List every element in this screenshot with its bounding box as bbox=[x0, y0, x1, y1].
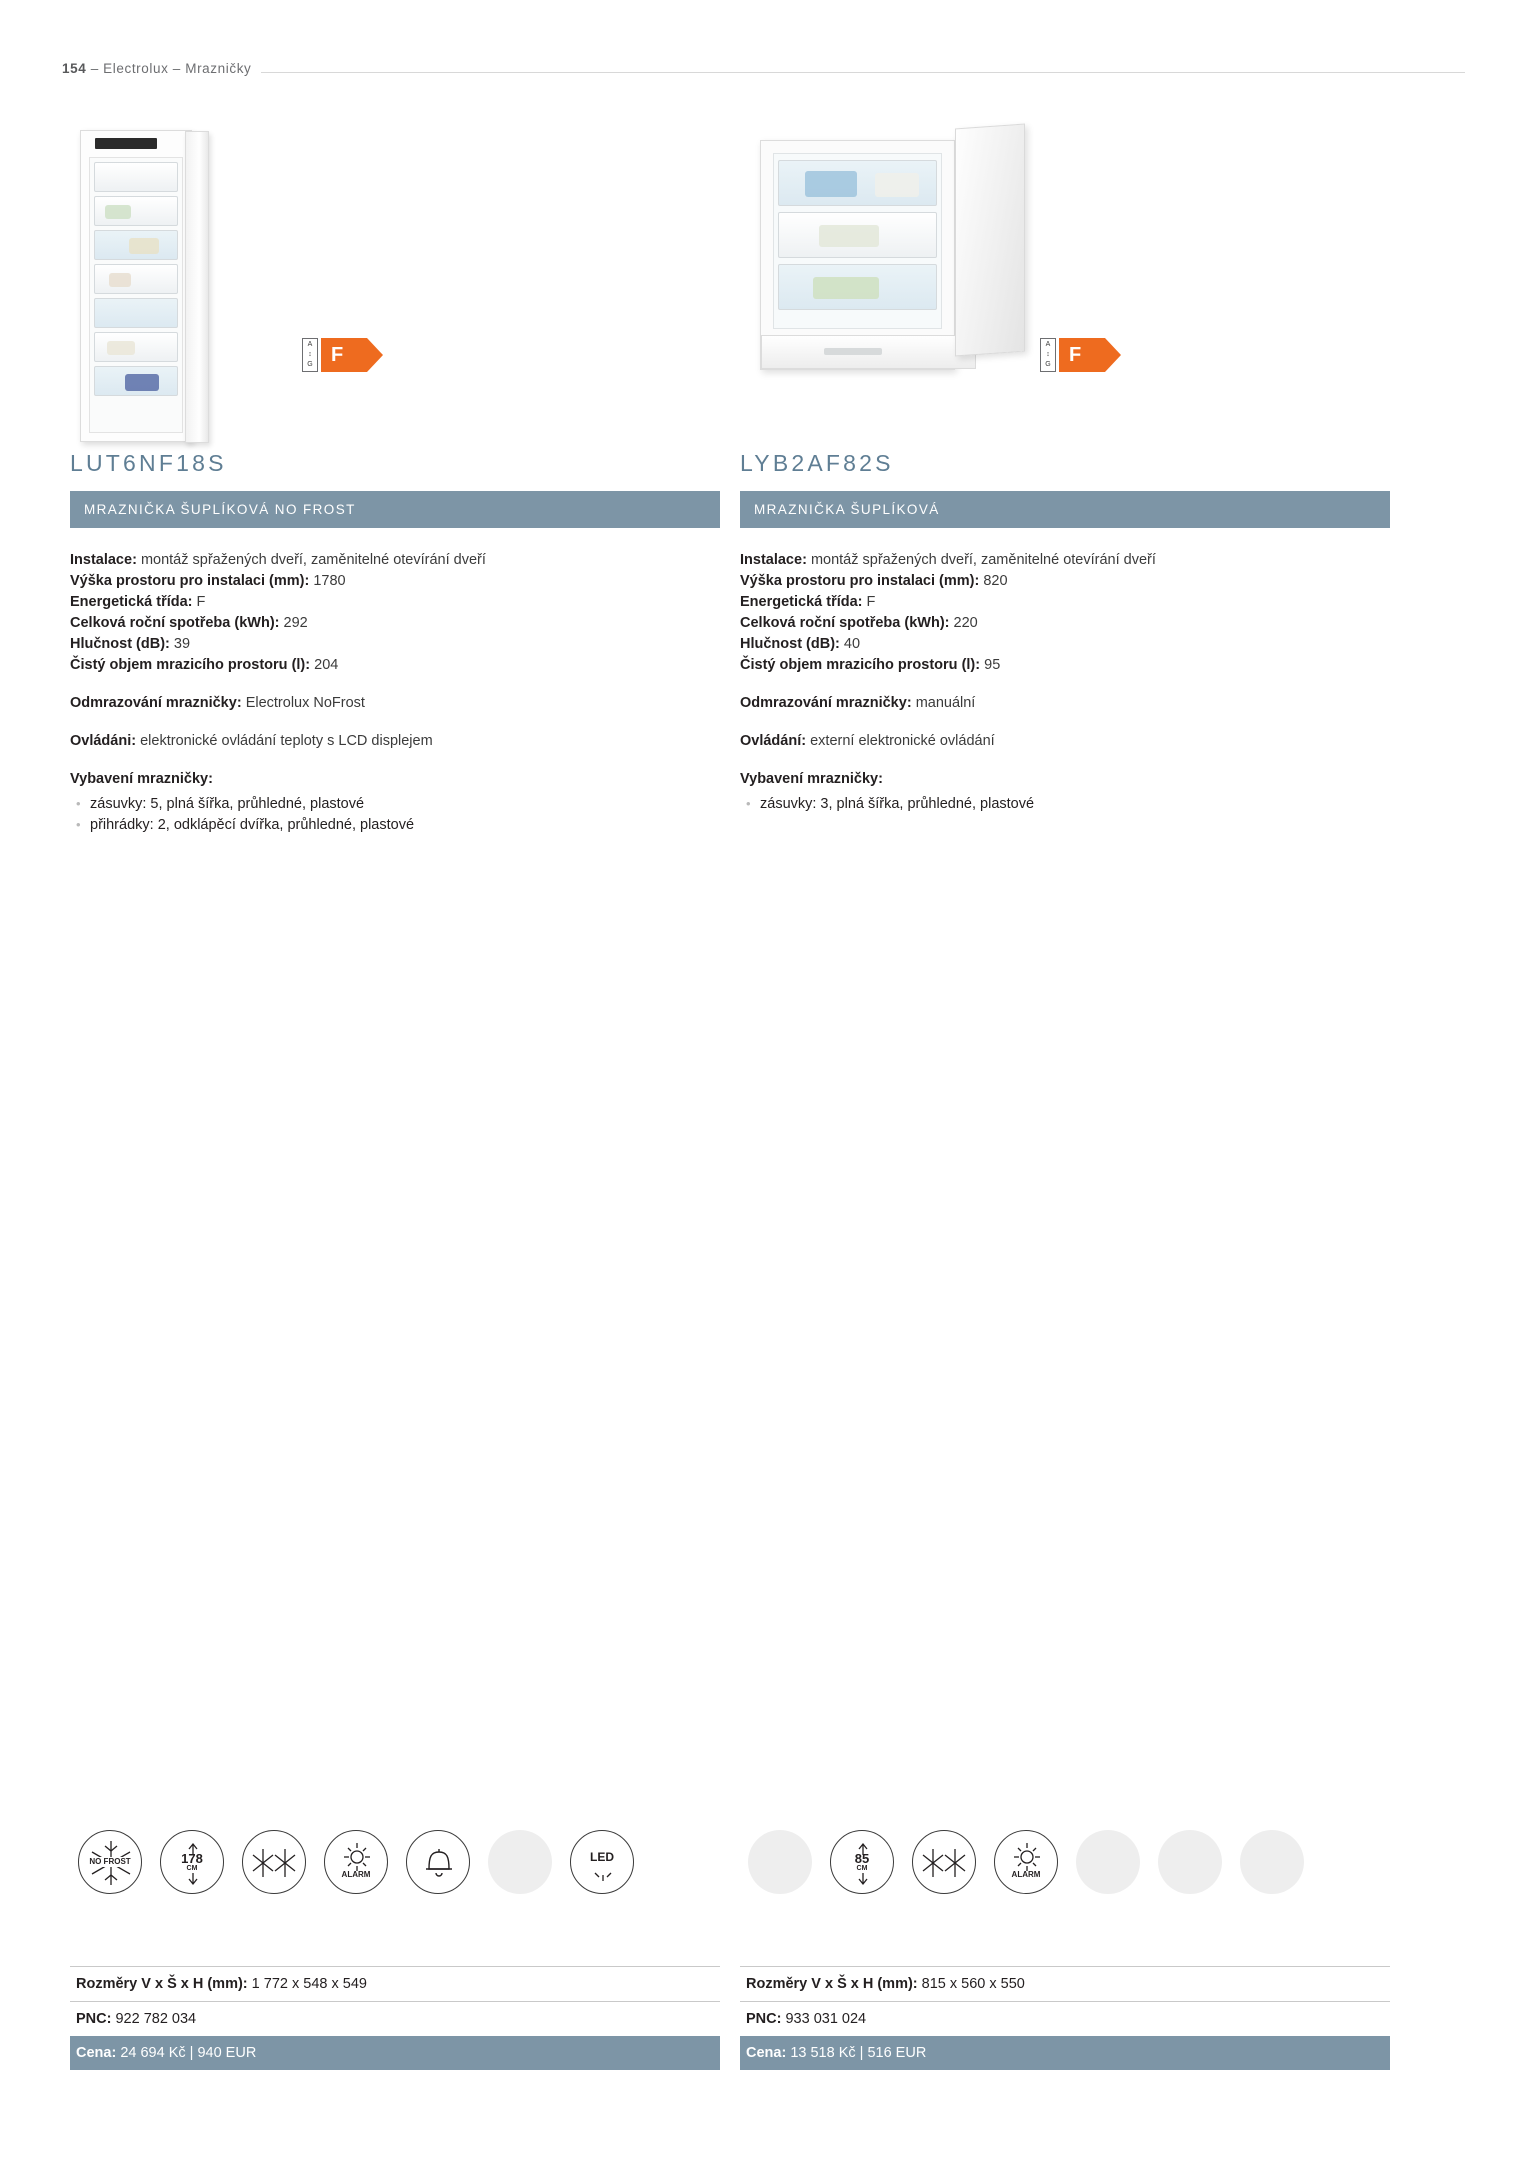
spec-value: montáž spřažených dveří, zaměnitelné otevírání dveří bbox=[140, 552, 486, 568]
category-bar: MRAZNIČKA ŠUPLÍKOVÁ NO FROST bbox=[70, 491, 720, 528]
control-value: externí elektronické ovládání bbox=[810, 733, 995, 749]
equipment-title-label: Vybavení mrazničky: bbox=[70, 771, 213, 787]
dimensions-row bbox=[740, 1966, 1390, 2001]
freezer-cavity bbox=[773, 153, 942, 329]
energy-class-arrow: F bbox=[321, 338, 367, 372]
spec-value: 39 bbox=[173, 636, 191, 652]
spec-row bbox=[740, 550, 1390, 571]
spec-label: Čistý objem mrazicího prostoru (l): bbox=[70, 657, 311, 673]
spec-label: Výška prostoru pro instalaci (mm): bbox=[70, 573, 310, 589]
no-frost-icon bbox=[78, 1830, 142, 1894]
open-door-graphic bbox=[955, 124, 1025, 357]
drawer-graphic bbox=[778, 212, 937, 258]
dimensions-label: Rozměry V x Š x H (mm): bbox=[746, 1976, 918, 1992]
height-85cm-icon bbox=[830, 1830, 894, 1894]
acoustic-alarm-icon bbox=[406, 1830, 470, 1894]
energy-scale-icon bbox=[1040, 338, 1056, 372]
food-graphic bbox=[813, 277, 879, 299]
drawer-graphic bbox=[94, 298, 178, 328]
spec-label: Hlučnost (dB): bbox=[740, 636, 840, 652]
pnc-value: 922 782 034 bbox=[115, 2011, 197, 2027]
food-graphic bbox=[109, 273, 131, 287]
summary-table-left bbox=[70, 1966, 720, 2070]
dimensions-label: Rozměry V x Š x H (mm): bbox=[76, 1976, 248, 1992]
blank-icon bbox=[1158, 1830, 1222, 1894]
defrost-value: manuální bbox=[915, 695, 976, 711]
drawer-graphic bbox=[94, 264, 178, 294]
spec-block bbox=[70, 550, 720, 836]
spec-value: F bbox=[196, 594, 206, 610]
spec-row bbox=[740, 592, 1390, 613]
control-label: Ovládáni: bbox=[70, 733, 137, 749]
spec-row bbox=[740, 571, 1390, 592]
energy-label-badge bbox=[1040, 338, 1105, 372]
energy-class-arrow: F bbox=[1059, 338, 1105, 372]
defrost-label: Odmrazování mrazničky: bbox=[70, 695, 242, 711]
defrost-row bbox=[70, 693, 720, 714]
equipment-list bbox=[70, 794, 720, 836]
spec-value: 95 bbox=[984, 657, 1001, 673]
spec-row bbox=[740, 634, 1390, 655]
fast-freeze-icon bbox=[912, 1830, 976, 1894]
pnc-label: PNC: bbox=[76, 2011, 112, 2027]
alarm-label: ALARM bbox=[341, 1870, 371, 1879]
food-graphic bbox=[875, 173, 919, 197]
drawer-graphic bbox=[94, 366, 178, 396]
spec-block bbox=[740, 550, 1390, 815]
category-bar: MRAZNIČKA ŠUPLÍKOVÁ bbox=[740, 491, 1390, 528]
control-row bbox=[70, 731, 720, 752]
dimensions-row bbox=[70, 1966, 720, 2001]
product-column-right bbox=[740, 110, 1390, 815]
control-strip-graphic bbox=[824, 348, 882, 355]
page-title: LYB2AF82S bbox=[740, 450, 894, 476]
price-value: 13 518 Kč | 516 EUR bbox=[790, 2045, 927, 2061]
equipment-title-label: Vybavení mrazničky: bbox=[740, 771, 883, 787]
dimensions-value: 1 772 x 548 x 549 bbox=[251, 1976, 367, 1992]
drawer-graphic bbox=[778, 160, 937, 206]
height-unit: CM bbox=[856, 1864, 868, 1872]
control-label: Ovládání: bbox=[740, 733, 807, 749]
dimensions-value: 815 x 560 x 550 bbox=[921, 1976, 1025, 1992]
alarm-temp-icon bbox=[994, 1830, 1058, 1894]
height-value: 85 bbox=[854, 1850, 870, 1866]
spec-row bbox=[70, 655, 720, 676]
tall-freezer-illustration bbox=[80, 130, 192, 442]
freezer-door-graphic bbox=[185, 131, 209, 443]
drawer-graphic bbox=[94, 230, 178, 260]
spec-label: Výška prostoru pro instalaci (mm): bbox=[740, 573, 980, 589]
defrost-row bbox=[740, 693, 1390, 714]
spec-row bbox=[70, 550, 720, 571]
spec-row bbox=[740, 655, 1390, 676]
spec-label: Instalace: bbox=[70, 552, 137, 568]
height-178cm-icon bbox=[160, 1830, 224, 1894]
spec-row bbox=[70, 634, 720, 655]
spec-label: Instalace: bbox=[740, 552, 807, 568]
spec-value: 820 bbox=[983, 573, 1008, 589]
spec-row bbox=[70, 613, 720, 634]
undercounter-freezer-illustration bbox=[760, 140, 955, 370]
breadcrumb-label: Electrolux – Mrazničky bbox=[103, 61, 252, 76]
alarm-temp-icon bbox=[324, 1830, 388, 1894]
spec-row bbox=[70, 592, 720, 613]
spec-row bbox=[70, 571, 720, 592]
energy-scale-top: A bbox=[1045, 341, 1051, 348]
defrost-value: Electrolux NoFrost bbox=[245, 695, 365, 711]
header-rule bbox=[62, 72, 1465, 73]
food-graphic bbox=[129, 238, 159, 254]
price-label: Cena: bbox=[76, 2045, 117, 2061]
defrost-label: Odmrazování mrazničky: bbox=[740, 695, 912, 711]
price-row bbox=[70, 2036, 720, 2070]
blank-icon bbox=[1240, 1830, 1304, 1894]
spec-label: Hlučnost (dB): bbox=[70, 636, 170, 652]
energy-label-badge bbox=[302, 338, 367, 372]
blank-icon bbox=[748, 1830, 812, 1894]
pnc-value: 933 031 024 bbox=[785, 2011, 867, 2027]
price-label: Cena: bbox=[746, 2045, 787, 2061]
food-graphic bbox=[107, 341, 135, 355]
fast-freeze-icon bbox=[242, 1830, 306, 1894]
spec-value: 40 bbox=[843, 636, 861, 652]
page-header bbox=[62, 60, 1465, 80]
equipment-title bbox=[740, 769, 1390, 790]
control-value: elektronické ovládání teploty s LCD displejem bbox=[140, 733, 433, 749]
equipment-title bbox=[70, 769, 720, 790]
spec-label: Čistý objem mrazicího prostoru (l): bbox=[740, 657, 981, 673]
freezer-base-graphic bbox=[761, 335, 976, 369]
energy-scale-mid: ↕ bbox=[1046, 351, 1050, 358]
drawer-graphic bbox=[94, 196, 178, 226]
alarm-label: ALARM bbox=[1011, 1870, 1041, 1879]
equipment-list bbox=[740, 794, 1390, 815]
freezer-cavity bbox=[89, 157, 183, 433]
feature-icon-row-left bbox=[78, 1830, 634, 1894]
page-number: 154 bbox=[62, 61, 87, 76]
control-panel-graphic bbox=[95, 138, 157, 149]
pnc-row bbox=[740, 2001, 1390, 2036]
spec-row bbox=[740, 613, 1390, 634]
list-item: • přihrádky: 2, odklápěcí dvířka, průhledné, plastové bbox=[70, 815, 720, 836]
energy-scale-mid: ↕ bbox=[308, 351, 312, 358]
energy-scale-bottom: G bbox=[1045, 361, 1051, 368]
spec-label: Celková roční spotřeba (kWh): bbox=[70, 615, 280, 631]
spec-value: 292 bbox=[283, 615, 308, 631]
pnc-label: PNC: bbox=[746, 2011, 782, 2027]
list-item: • zásuvky: 5, plná šířka, průhledné, plastové bbox=[70, 794, 720, 815]
energy-scale-top: A bbox=[307, 341, 313, 348]
spec-value: 204 bbox=[314, 657, 339, 673]
food-graphic bbox=[125, 374, 159, 391]
breadcrumb-separator: – bbox=[90, 61, 99, 76]
food-graphic bbox=[805, 171, 857, 197]
energy-scale-bottom: G bbox=[307, 361, 313, 368]
spec-value: F bbox=[866, 594, 876, 610]
control-row bbox=[740, 731, 1390, 752]
spec-label: Energetická třída: bbox=[70, 594, 193, 610]
food-graphic bbox=[105, 205, 131, 219]
height-value: 178 bbox=[181, 1850, 203, 1866]
product-image-lyb2af82s bbox=[740, 110, 1390, 450]
drawer-graphic bbox=[94, 332, 178, 362]
height-unit: CM bbox=[186, 1864, 198, 1872]
page-title: LUT6NF18S bbox=[70, 450, 227, 476]
led-light-icon bbox=[570, 1830, 634, 1894]
product-image-lut6nf18s bbox=[70, 110, 720, 450]
product-column-left bbox=[70, 110, 720, 836]
drawer-graphic bbox=[94, 162, 178, 192]
no-frost-label: NO FROST bbox=[89, 1857, 131, 1866]
blank-icon bbox=[1076, 1830, 1140, 1894]
energy-scale-icon bbox=[302, 338, 318, 372]
spec-label: Energetická třída: bbox=[740, 594, 863, 610]
blank-icon bbox=[488, 1830, 552, 1894]
spec-label: Celková roční spotřeba (kWh): bbox=[740, 615, 950, 631]
spec-value: 220 bbox=[953, 615, 978, 631]
price-value: 24 694 Kč | 940 EUR bbox=[120, 2045, 257, 2061]
led-label: LED bbox=[590, 1850, 614, 1864]
pnc-row bbox=[70, 2001, 720, 2036]
spec-value: 1780 bbox=[313, 573, 346, 589]
drawer-graphic bbox=[778, 264, 937, 310]
summary-table-right bbox=[740, 1966, 1390, 2070]
price-row bbox=[740, 2036, 1390, 2070]
food-graphic bbox=[819, 225, 879, 247]
list-item: • zásuvky: 3, plná šířka, průhledné, plastové bbox=[740, 794, 1390, 815]
feature-icon-row-right bbox=[748, 1830, 1304, 1894]
breadcrumb bbox=[62, 61, 261, 76]
spec-value: montáž spřažených dveří, zaměnitelné otevírání dveří bbox=[810, 552, 1156, 568]
